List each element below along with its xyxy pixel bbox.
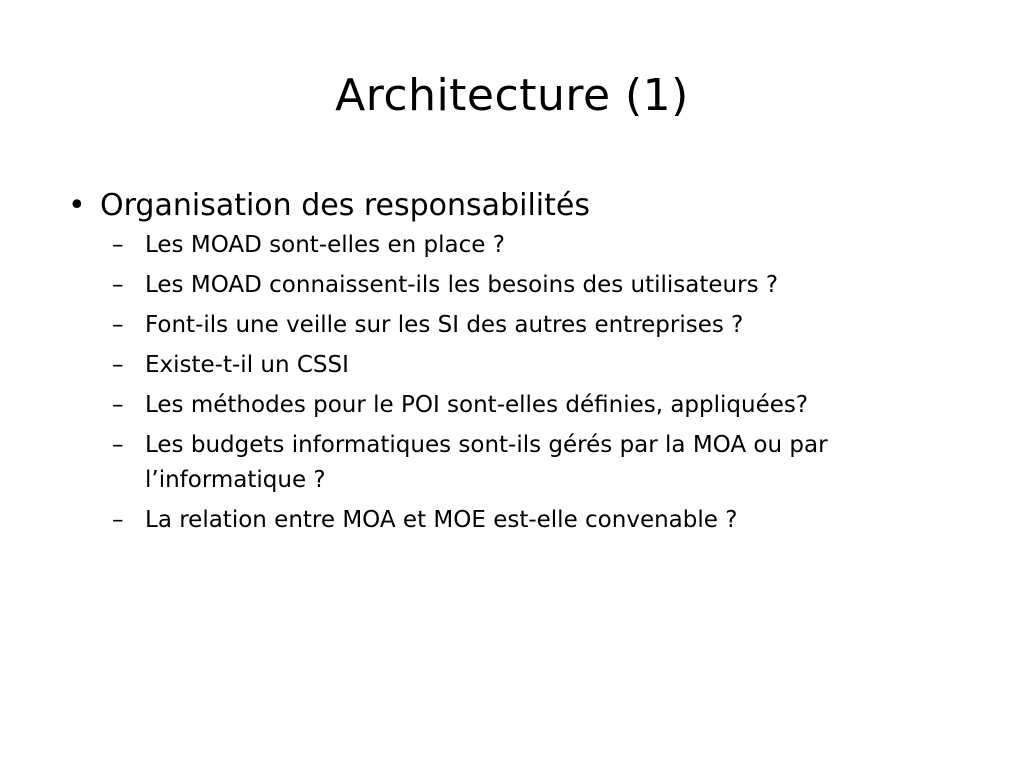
dash-marker: – [112,507,124,533]
sub-bullet-list [68,228,968,538]
sub-bullet-item [68,388,968,423]
sub-bullet-item [68,308,968,343]
sub-bullet-item [68,428,968,498]
sub-bullet-item [68,228,968,263]
sub-bullet-text: Les MOAD connaissent-ils les besoins des utilisateurs ? [145,272,779,298]
sub-bullet-text: Font-ils une veille sur les SI des autres entreprises ? [145,312,744,338]
sub-bullet-item [68,503,968,538]
sub-bullet-text: Les budgets informatiques sont-ils gérés par la MOA ou par l’informatique ? [145,432,828,493]
sub-bullet-text: Les MOAD sont-elles en place ? [145,232,505,258]
sub-bullet-text: La relation entre MOA et MOE est-elle convenable ? [145,507,738,533]
bullet-text: Organisation des responsabilités [100,188,590,223]
slide-content [68,184,968,543]
bullet-item [68,184,968,228]
sub-bullet-text: Les méthodes pour le POI sont-elles définies, appliquées? [145,392,809,418]
dash-marker: – [112,392,124,418]
dash-marker: – [112,312,124,338]
slide-title: Architecture (1) [335,70,689,121]
dash-marker: – [112,272,124,298]
dash-marker: – [112,352,124,378]
dash-marker: – [112,232,124,258]
sub-bullet-text: Existe-t-il un CSSI [145,352,349,378]
dash-marker: – [112,432,124,458]
bullet-marker: • [68,188,86,223]
sub-bullet-item [68,348,968,383]
sub-bullet-item [68,268,968,303]
